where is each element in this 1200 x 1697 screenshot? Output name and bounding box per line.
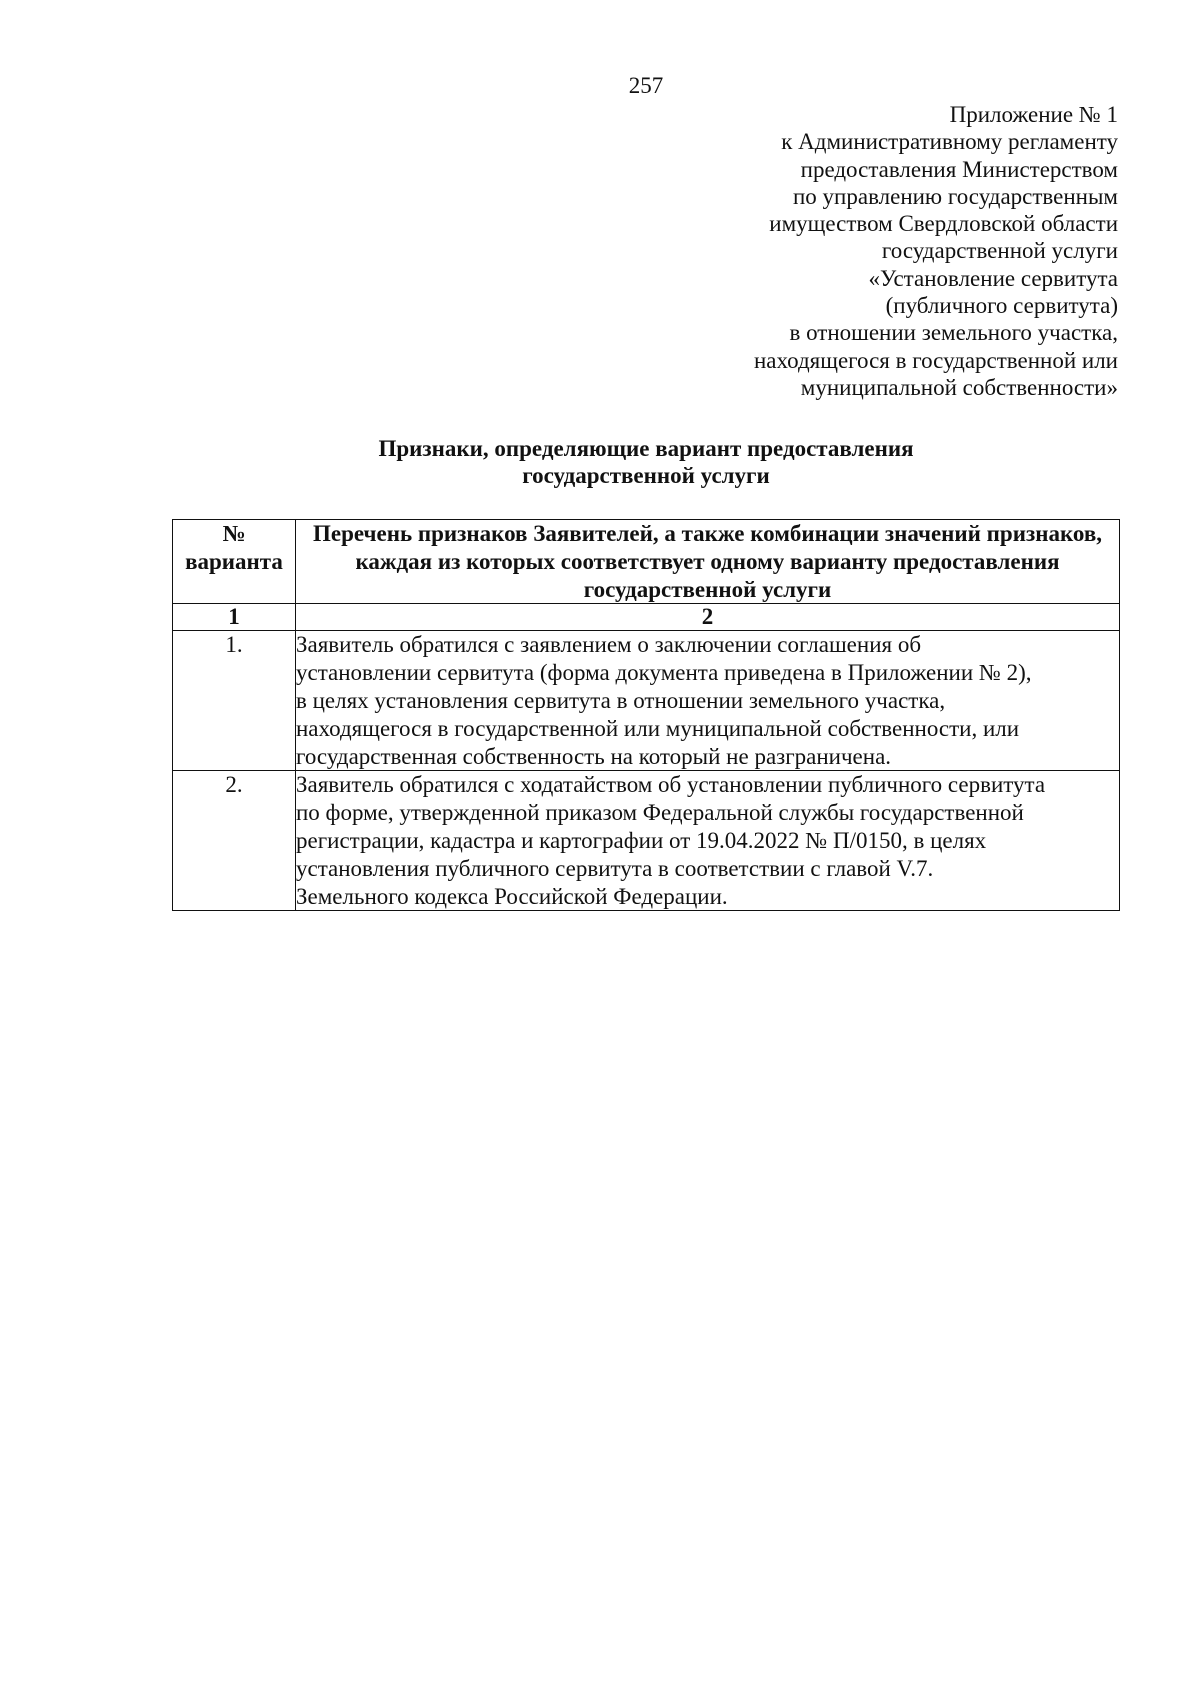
variant-number-cell: 1. <box>173 631 296 771</box>
criteria-line: установления публичного сервитута в соответствии с главой V.7. <box>296 855 934 881</box>
header-num-line: варианта <box>185 548 283 574</box>
criteria-line: регистрации, кадастра и картографии от 19.04.2022 № П/0150, в целях <box>296 827 987 853</box>
header-variant-number <box>173 520 296 604</box>
title-line: государственной услуги <box>522 463 770 488</box>
appendix-line: Приложение № 1 <box>949 102 1118 127</box>
criteria-line: по форме, утвержденной приказом Федеральной службы государственной <box>296 800 1024 826</box>
index-cell: 1 <box>173 604 296 631</box>
criteria-line: Заявитель обратился с заявлением о заключении соглашения об <box>296 632 922 658</box>
appendix-line: (публичного сервитута) <box>885 293 1118 319</box>
index-cell: 2 <box>296 604 1120 631</box>
criteria-line: установлении сервитута (форма документа приведена в Приложении № 2), <box>296 660 1032 686</box>
table-row <box>173 771 1120 911</box>
appendix-line: находящегося в государственной или <box>753 347 1118 373</box>
appendix-line: предоставления Министерством <box>800 156 1118 182</box>
title-line: Признаки, определяющие вариант предоставления <box>378 436 914 461</box>
table-header-row <box>173 520 1120 604</box>
appendix-line: по управлению государственным <box>793 183 1118 209</box>
criteria-line: в целях установления сервитута в отношении земельного участка, <box>296 687 946 713</box>
criteria-line: Земельного кодекса Российской Федерации. <box>296 883 728 909</box>
criteria-line: государственная собственность на который не разграничена. <box>296 743 892 769</box>
variant-number-cell: 2. <box>173 771 296 911</box>
appendix-line: имуществом Свердловской области <box>769 211 1118 237</box>
criteria-line: находящегося в государственной или муниципальной собственности, или <box>296 715 1020 741</box>
header-criteria-list: Перечень признаков Заявителей, а также комбинации значений признаков, каждая из которых соответствует одному варианту предоставления государственной услуги <box>296 520 1120 604</box>
appendix-line: в отношении земельного участка, <box>789 320 1118 346</box>
page-number: 257 <box>628 73 664 98</box>
header-num-line: № <box>222 521 246 546</box>
criteria-cell <box>296 631 1120 771</box>
variant-criteria-table <box>172 519 1120 911</box>
appendix-line: к Административному регламенту <box>781 129 1118 155</box>
table-row <box>173 631 1120 771</box>
appendix-line: муниципальной собственности» <box>800 374 1118 400</box>
table-index-row <box>173 604 1120 631</box>
appendix-line: государственной услуги <box>881 238 1118 264</box>
criteria-line: Заявитель обратился с ходатайством об установлении публичного сервитута <box>296 772 1046 798</box>
document-title <box>173 435 1119 489</box>
criteria-cell <box>296 771 1120 911</box>
appendix-reference <box>518 101 1118 401</box>
appendix-line: «Установление сервитута <box>868 265 1118 291</box>
